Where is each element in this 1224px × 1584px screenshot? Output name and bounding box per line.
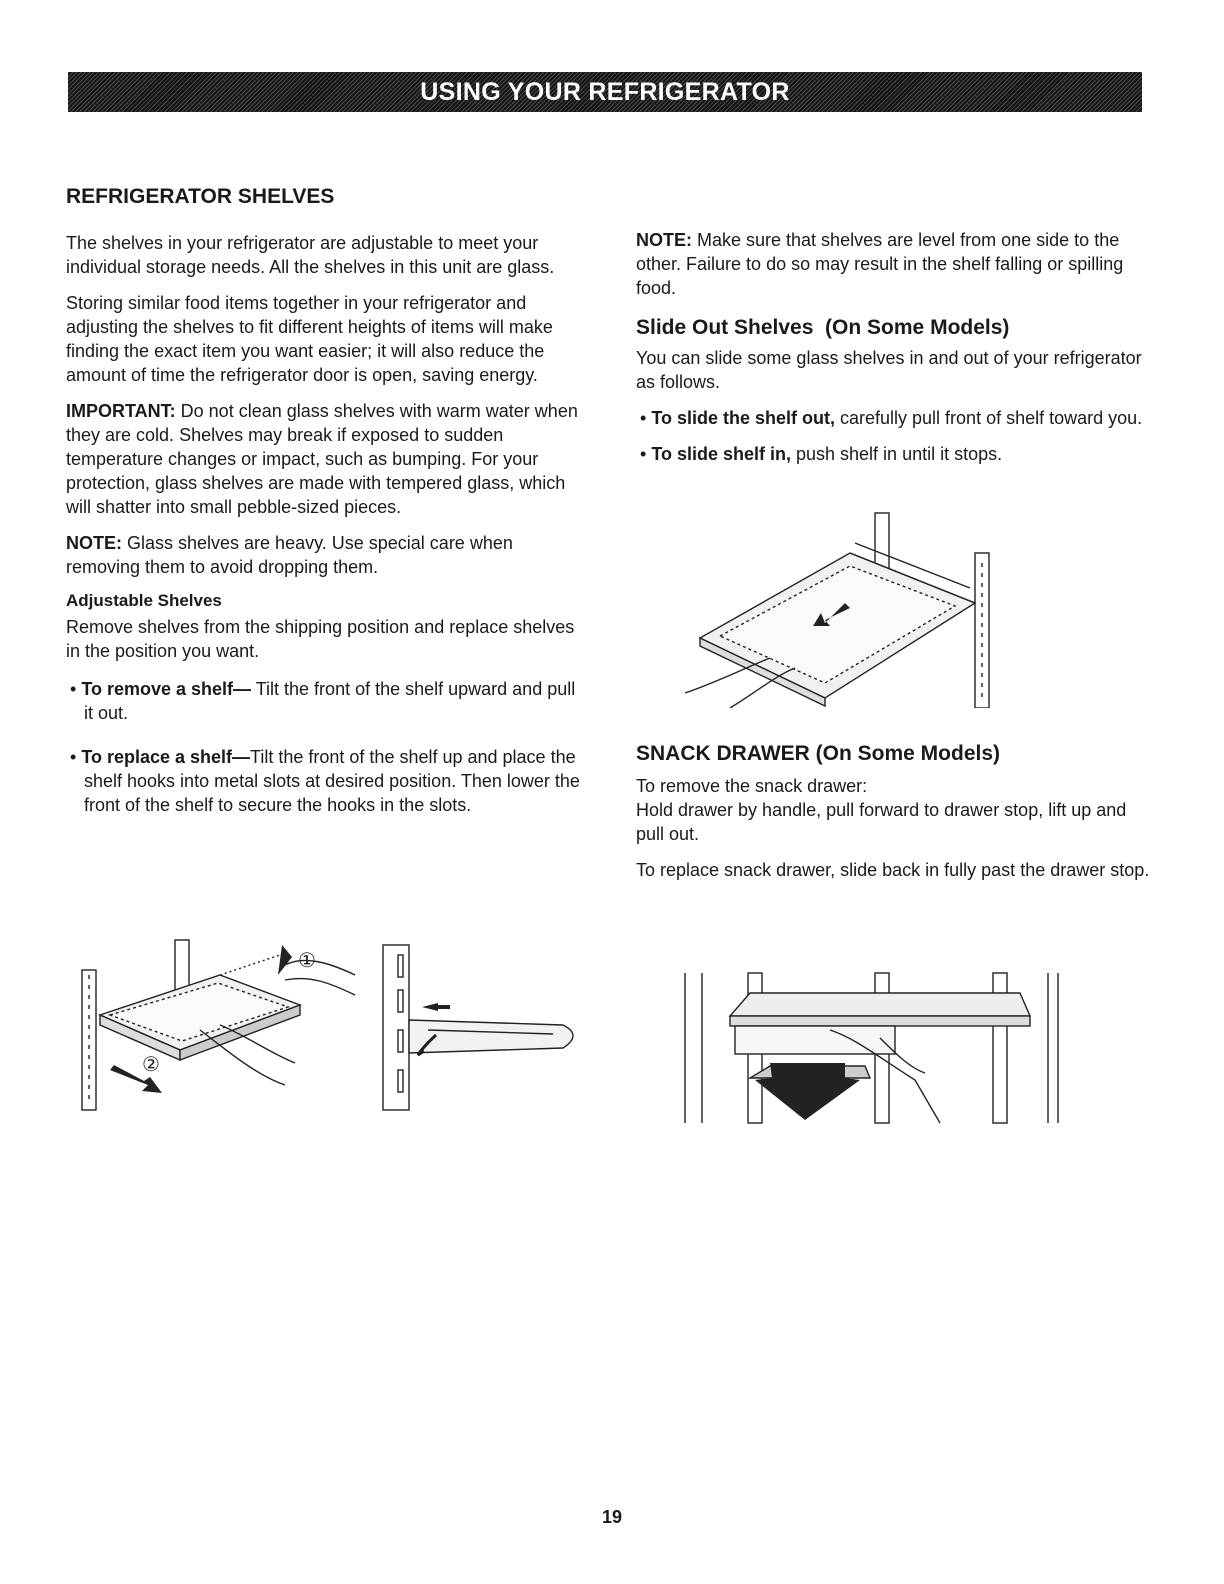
important-label: IMPORTANT: [66, 401, 176, 421]
note-label: NOTE: [66, 533, 122, 553]
slotted-rail [383, 945, 409, 1110]
snack-drawer-section [636, 742, 1156, 894]
slide-in-label: To slide shelf in, [651, 444, 791, 464]
adjustable-heading: Adjustable Shelves [66, 591, 222, 610]
remove-text: Tilt the front of the shelf upward and pull it out. [84, 679, 576, 723]
replace-label: To replace a shelf— [81, 747, 251, 767]
left-column [66, 185, 586, 829]
replace-shelf-bullet: • To replace a shelf—Tilt the front of the shelf up and place the shelf hooks into metal slots at desired position. Then lower the front of the shelf to secure the hooks in the slots. [70, 747, 580, 815]
slide-out-label: To slide the shelf out, [651, 408, 835, 428]
adjustable-text: Remove shelves from the shipping position and replace shelves in the position you want. [66, 617, 575, 661]
right-column [636, 228, 1156, 478]
up-arrow-icon [278, 945, 292, 975]
snack-replace-text: To replace snack drawer, slide back in fully past the drawer stop. [636, 860, 1150, 880]
page-number: 19 [601, 1507, 623, 1527]
slide-out-shelf-illustration [675, 508, 1005, 708]
slide-out-heading: Slide Out Shelves (On Some Models) [636, 316, 1010, 339]
level-note-text: Make sure that shelves are level from one side to the other. Failure to do so may result in the shelf falling or spilling food. [636, 230, 1124, 298]
intro-paragraph: The shelves in your refrigerator are adjustable to meet your individual storage needs. All the shelves in this unit are glass. [66, 233, 555, 277]
storage-paragraph: Storing similar food items together in your refrigerator and adjusting the shelves to fit different heights of items will make finding the exact item you want easier; it will also reduce the amount of time the refrigerator door is open, saving energy. [66, 293, 553, 385]
shelf-tilt-illustration [70, 935, 370, 1115]
slide-out-instruction: carefully pull front of shelf toward you. [835, 408, 1143, 428]
section-banner [68, 72, 1142, 112]
replace-text: Tilt the front of the shelf up and place the shelf hooks into metal slots at desired position. Then lower the front of the shelf to secure the hooks in the slots. [84, 747, 580, 815]
section-heading: REFRIGERATOR SHELVES [66, 185, 335, 208]
important-paragraph [66, 399, 586, 519]
important-text: Do not clean glass shelves with warm water when they are cold. Shelves may break if exposed to sudden temperature changes or impact, such as bumping. For your protection, glass shelves are made with tempered glass, which will shatter into small pebble-sized pieces. [66, 401, 578, 517]
level-note-paragraph [636, 228, 1156, 300]
remove-shelf-bullet: • To remove a shelf— Tilt the front of the shelf upward and pull it out. [70, 679, 576, 723]
slide-in-bullet: • To slide shelf in, push shelf in until it stops. [640, 444, 1003, 464]
remove-label: To remove a shelf— [81, 679, 252, 699]
note-text: Glass shelves are heavy. Use special care when removing them to avoid dropping them. [66, 533, 513, 577]
callout-1: ① [298, 948, 316, 972]
slide-out-bullet: • To slide the shelf out, carefully pull front of shelf toward you. [640, 408, 1143, 428]
shelf-hook-illustration [378, 935, 593, 1115]
callout-2: ② [142, 1052, 160, 1076]
snack-drawer-illustration [680, 968, 1065, 1126]
snack-remove-steps: Hold drawer by handle, pull forward to drawer stop, lift up and pull out. [636, 800, 1127, 844]
left-arrow-icon [422, 1003, 450, 1011]
snack-remove-intro: To remove the snack drawer: [636, 776, 868, 796]
level-note-label: NOTE: [636, 230, 692, 250]
banner-title: USING YOUR REFRIGERATOR [420, 77, 790, 106]
snack-drawer-heading: SNACK DRAWER (On Some Models) [636, 742, 1001, 765]
slide-out-text: You can slide some glass shelves in and out of your refrigerator as follows. [636, 348, 1142, 392]
slide-in-instruction: push shelf in until it stops. [791, 444, 1003, 464]
note-paragraph [66, 531, 586, 579]
